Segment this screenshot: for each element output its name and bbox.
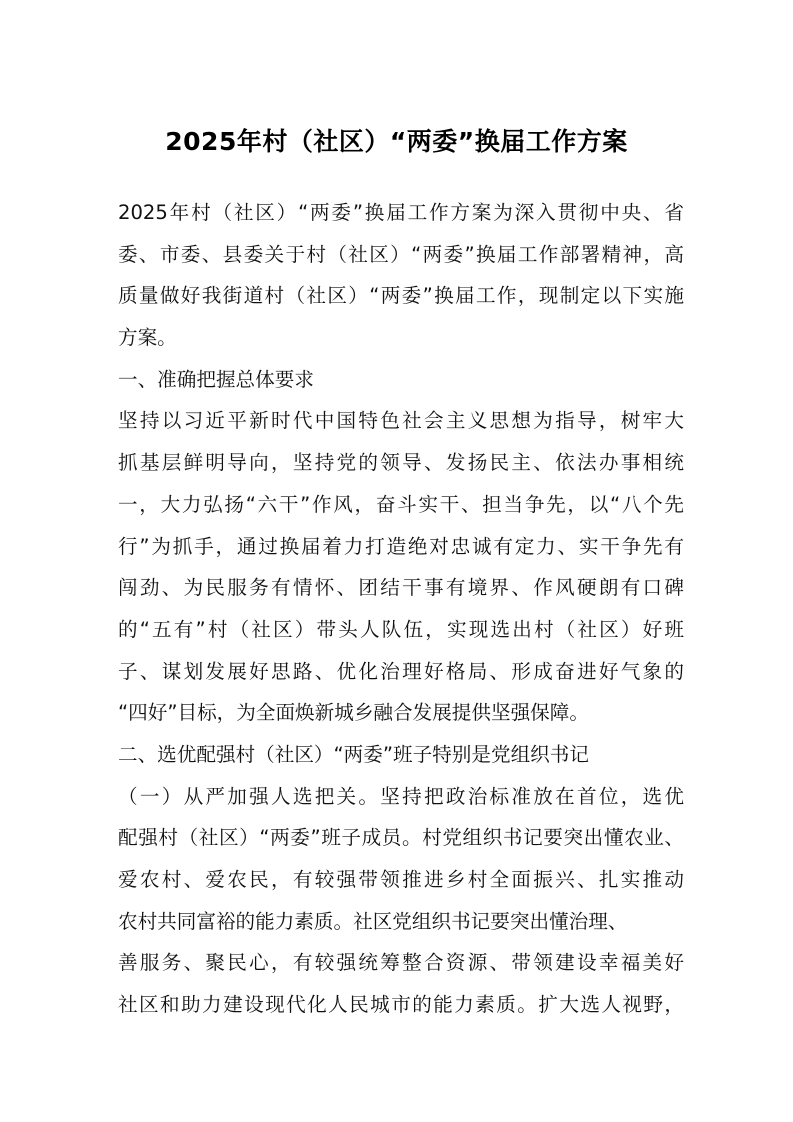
- paragraph-line: “四好”目标，为全面焕新城乡融合发展提供坚强保障。: [118, 701, 589, 725]
- paragraph-line: 一，大力弘扬“六干”作风，奋斗实干、担当争先，以“八个先: [118, 492, 684, 516]
- paragraph-line: 配强村（社区）“两委”班子成员。村党组织书记要突出懂农业、: [118, 826, 684, 850]
- paragraph-line: 抓基层鲜明导向，坚持党的领导、发扬民主、依法办事相统: [118, 451, 684, 475]
- paragraph-line: 行”为抓手，通过换届着力打造绝对忠诚有定力、实干争先有: [118, 534, 684, 558]
- section-heading: 二、选优配强村（社区）“两委”班子特别是党组织书记: [118, 742, 589, 766]
- paragraph-line: 子、谋划发展好思路、优化治理好格局、形成奋进好气象的: [118, 659, 684, 683]
- paragraph-line: （一）从严加强人选把关。坚持把政治标准放在首位，选优: [118, 784, 684, 808]
- paragraph-line: 善服务、聚民心，有较强统筹整合资源、带领建设幸福美好: [118, 951, 684, 975]
- paragraph-line: 农村共同富裕的能力素质。社区党组织书记要突出懂治理、: [118, 909, 628, 933]
- paragraph-line: 的“五有”村（社区）带头人队伍，实现选出村（社区）好班: [118, 617, 684, 641]
- paragraph-line: 2025年村（社区）“两委”换届工作方案为深入贯彻中央、省: [118, 201, 684, 224]
- paragraph-line: 方案。: [118, 326, 177, 350]
- document-body: [118, 192, 684, 1026]
- paragraph-line: 闯劲、为民服务有情怀、团结干事有境界、作风硬朗有口碑: [118, 576, 684, 600]
- document-title: 2025年村（社区）“两委”换届工作方案: [165, 127, 628, 156]
- paragraph-line: 爱农村、爱农民，有较强带领推进乡村全面振兴、扎实推动: [118, 868, 684, 891]
- paragraph-line: 社区和助力建设现代化人民城市的能力素质。扩大选人视野，: [118, 993, 684, 1017]
- paragraph-line: 坚持以习近平新时代中国特色社会主义思想为指导，树牢大: [118, 409, 684, 433]
- paragraph-line: 委、市委、县委关于村（社区）“两委”换届工作部署精神，高: [118, 242, 684, 266]
- section-heading: 一、准确把握总体要求: [118, 367, 314, 391]
- paragraph-line: 质量做好我街道村（社区）“两委”换届工作，现制定以下实施: [118, 284, 684, 308]
